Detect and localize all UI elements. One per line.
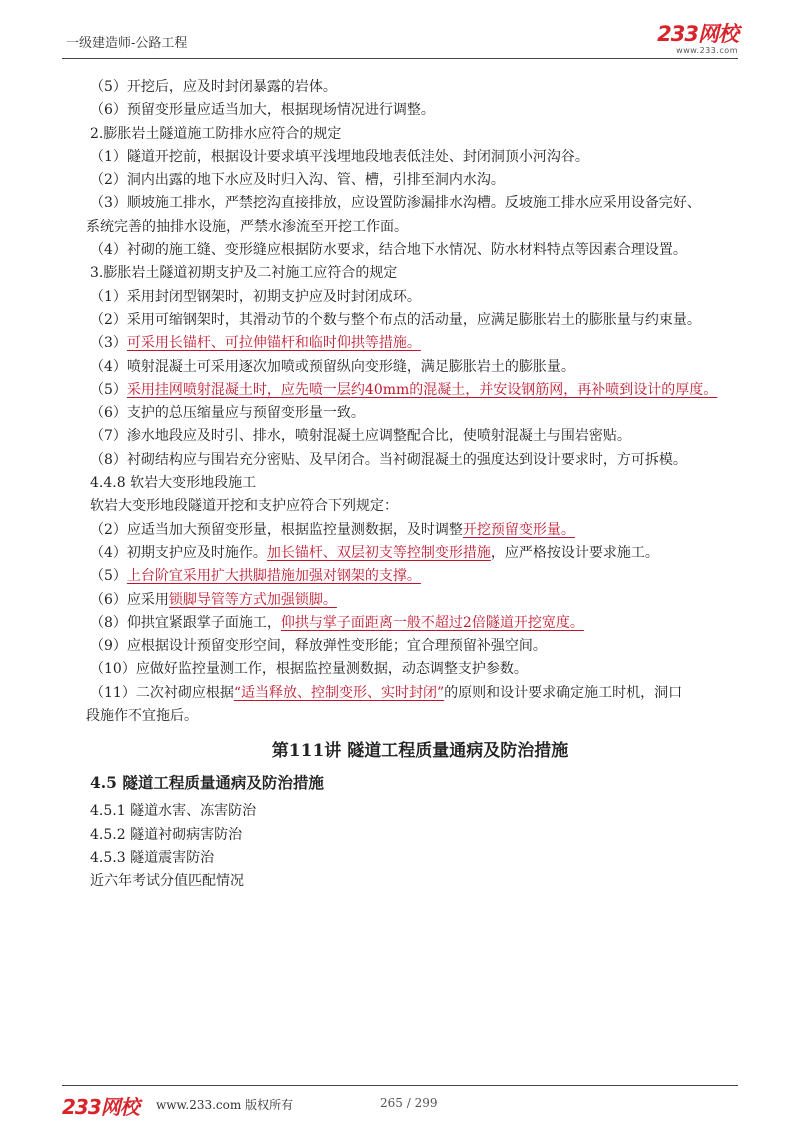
text-segment: （10）应做好监控量测工作，根据监控量测数据，动态调整支护参数。 (90, 661, 528, 678)
text-segment: （3）顺坡施工排水，严禁挖沟直接排放，应设置防渗漏排水沟槽。反坡施工排水应采用设备完好、 (90, 195, 701, 212)
paragraph-line (90, 449, 750, 472)
text-segment: （7）渗水地段应及时引、排水，喷射混凝土应调整配合比，使喷射混凝土与围岩密贴。 (90, 428, 631, 445)
text-segment: 2.膨胀岩土隧道施工防排水应符合的规定 (90, 125, 342, 142)
text-segment: （5） (90, 568, 127, 585)
subsection-item: 近六年考试分值匹配情况 (90, 873, 244, 890)
highlighted-key-point: 加长锚杆、双层初支等控制变形措施 (266, 544, 491, 561)
paragraph-line (90, 169, 750, 192)
text-segment: 段施作不宜拖后。 (86, 708, 198, 725)
paragraph-line (90, 239, 750, 262)
highlighted-key-point: 开挖预留变形量。 (462, 521, 575, 538)
text-segment: （11）二次衬砌应根据 (90, 684, 234, 701)
subsection-item: 4.5.1 隧道水害、冻害防治 (90, 803, 257, 820)
highlighted-key-point: 仰拱与掌子面距离一般不超过2倍隧道开挖宽度。 (280, 614, 584, 631)
header-title: 一级建造师-公路工程 (66, 36, 188, 51)
footer-logo[interactable]: 233网校 (62, 1095, 139, 1119)
brand-logo-url: www.233.com (676, 46, 738, 55)
text-segment: （2）应适当加大预留变形量，根据监控量测数据，及时调整 (90, 521, 463, 538)
paragraph-line (90, 542, 750, 565)
paragraph-line (90, 379, 750, 402)
text-segment: （4）喷射混凝土可采用逐次加喷或预留纵向变形缝，满足膨胀岩土的膨胀量。 (90, 358, 575, 375)
paragraph-line (90, 658, 750, 681)
highlighted-key-point: 锁脚导管等方式加强锁脚。 (168, 591, 337, 608)
paragraph-line (90, 76, 750, 99)
subsection-item: 4.5.2 隧道衬砌病害防治 (90, 826, 243, 843)
brand-logo-text: 233网校 (657, 22, 738, 46)
paragraph-heading (90, 262, 750, 285)
header-divider (62, 58, 738, 59)
highlighted-key-point: 采用挂网喷射混凝土时，应先喷一层约40mm的混凝土，并安设钢筋网，再补喷到设计的厚度。 (126, 381, 718, 398)
text-segment: 系统完善的抽排水设施，严禁水渗流至开挖工作面。 (86, 218, 408, 235)
paragraph-line (90, 425, 750, 448)
paragraph-list (86, 76, 750, 728)
paragraph-line (90, 682, 750, 705)
text-segment: （8）仰拱宜紧跟掌子面施工， (90, 614, 281, 631)
text-segment: （4）初期支护应及时施作。 (90, 544, 267, 561)
paragraph-line (90, 309, 750, 332)
highlighted-key-point: 上台阶宜采用扩大拱脚措施加强对钢架的支撑。 (126, 568, 421, 585)
paragraph-line (90, 612, 750, 635)
text-segment: （2）洞内出露的地下水应及时归入沟、管、槽，引排至洞内水沟。 (90, 172, 505, 189)
page-footer (62, 1093, 738, 1117)
paragraph-line (90, 519, 750, 542)
text-segment: ，应严格按设计要求施工。 (490, 544, 659, 561)
text-segment: 的原则和设计要求确定施工时机，洞口 (444, 684, 683, 701)
document-body (86, 76, 750, 894)
paragraph-line (90, 356, 750, 379)
paragraph-line (90, 402, 750, 425)
section-title: 4.5 隧道工程质量通病及防治措施 (90, 773, 324, 793)
footer-divider (62, 1085, 738, 1086)
paragraph-line (90, 635, 750, 658)
text-segment: 3.膨胀岩土隧道初期支护及二衬施工应符合的规定 (90, 265, 398, 282)
highlighted-key-point: 可采用长锚杆、可拉伸锚杆和临时仰拱等措施。 (126, 335, 421, 352)
text-segment: （4）衬砌的施工缝、变形缝应根据防水要求，结合地下水情况、防水材料特点等因素合理设置。 (90, 242, 687, 259)
paragraph-line (90, 99, 750, 122)
subsection-list (90, 800, 750, 893)
paragraph-line (90, 192, 750, 215)
paragraph-line (90, 589, 750, 612)
text-segment: （1）隧道开挖前，根据设计要求填平浅埋地段地表低洼处、封闭洞顶小河沟谷。 (90, 148, 589, 165)
footer-copyright: www.233.com 版权所有 (156, 1098, 294, 1112)
highlighted-key-point: “适当释放、控制变形、实时封闭” (233, 684, 445, 701)
text-segment: （5） (90, 381, 127, 398)
paragraph-line (90, 332, 750, 355)
text-segment: （5）开挖后，应及时封闭暴露的岩体。 (90, 79, 337, 95)
text-segment: 4.4.8 软岩大变形地段施工 (90, 475, 257, 492)
brand-logo[interactable] (657, 22, 738, 55)
paragraph-line (90, 565, 750, 588)
text-segment: （9）应根据设计预留变形空间，释放弹性变形能；宜合理预留补强空间。 (90, 638, 547, 655)
page-number: 265 / 299 (380, 1096, 438, 1110)
text-segment: （6）预留变形量应适当加大，根据现场情况进行调整。 (90, 102, 435, 119)
text-segment: （6）应采用 (90, 591, 169, 608)
paragraph-line (90, 146, 750, 169)
paragraph-line (90, 495, 750, 518)
page-header (62, 22, 738, 58)
text-segment: （8）衬砌结构应与围岩充分密贴、及早闭合。当衬砌混凝土的强度达到设计要求时，方可拆模。 (90, 451, 687, 468)
text-segment: （6）支护的总压缩量应与预留变形量一致。 (90, 405, 365, 422)
subsection-item: 4.5.3 隧道震害防治 (90, 849, 215, 866)
paragraph-line (86, 705, 750, 728)
text-segment: 软岩大变形地段隧道开挖和支护应符合下列规定： (90, 498, 398, 515)
text-segment: （2）采用可缩钢架时，其滑动节的个数与整个布点的活动量，应满足膨胀岩土的膨胀量与约束量。 (90, 311, 701, 328)
text-segment: （3） (90, 335, 127, 352)
paragraph-line (90, 286, 750, 309)
paragraph-heading (90, 123, 750, 146)
paragraph-line (86, 216, 750, 239)
text-segment: （1）采用封闭型钢架时，初期支护应及时封闭成环。 (90, 288, 421, 305)
paragraph-heading (90, 472, 750, 495)
lecture-title: 第111讲 隧道工程质量通病及防治措施 (271, 741, 569, 762)
